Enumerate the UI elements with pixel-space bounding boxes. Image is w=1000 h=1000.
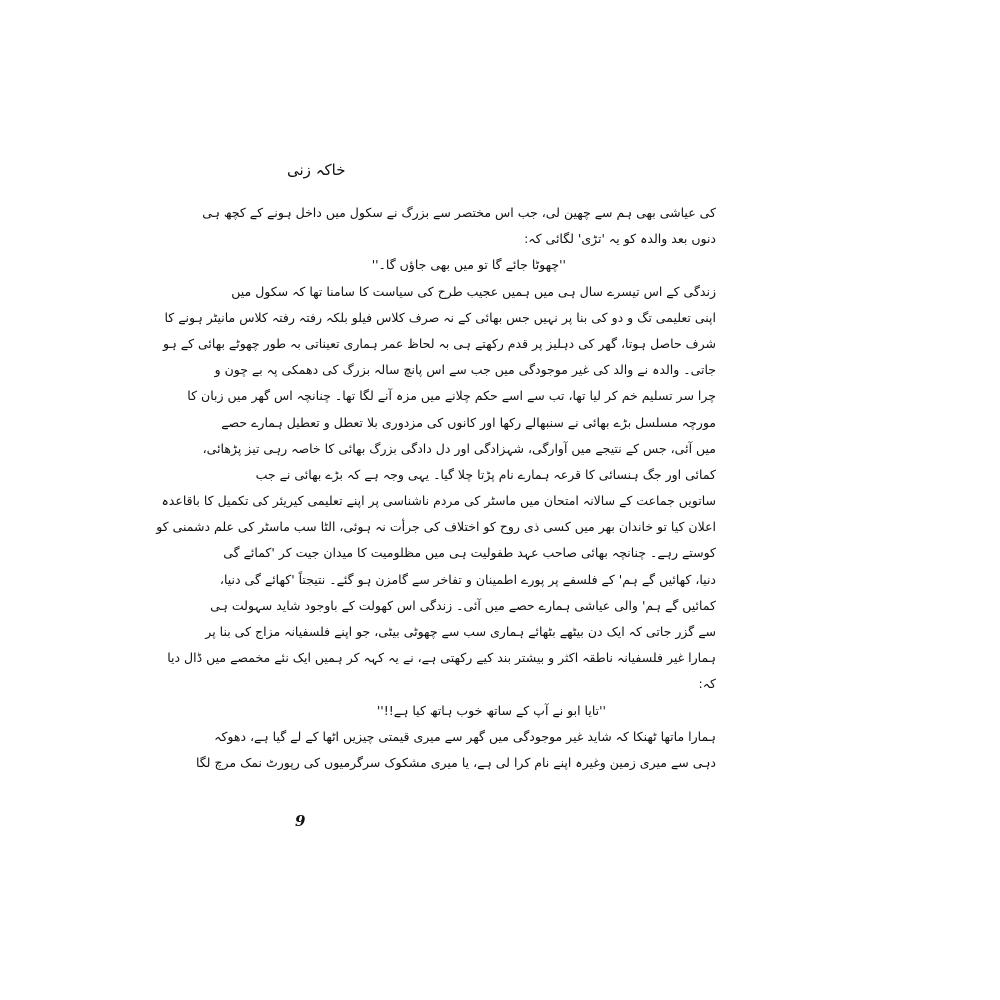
page-number: 9 bbox=[295, 812, 306, 830]
running-head: خاکہ زنی bbox=[287, 161, 346, 179]
text-line-12: ساتویں جماعت کے سالانہ امتحان میں ماسٹر کی مردم ناشناسی پر اپنے تعلیمی کیریئر کی تکمیل کا باقاعدہ bbox=[161, 493, 716, 509]
text-line-14: کوستے رہے۔ چنانچہ بھائی صاحب عہد طفولیت ہی میں مظلومیت کا میدان جیت کر 'کمائے گی bbox=[223, 545, 716, 561]
text-line-10: میں آئی، جس کے نتیجے میں آوارگی، شہزادگی اور دل دادگی بزرگ بھائی کا خاصہ رہی تیز پڑھائی، bbox=[202, 440, 716, 456]
text-line-2: دنوں بعد والدہ کو یہ 'تڑی' لگائی کہ: bbox=[524, 231, 716, 247]
text-line-6: شرف حاصل ہوتا، گھر کی دہلیز پر قدم رکھتے ہی بہ لحاظ عمر ہماری تعیناتی بہ طور چھوٹے بھائی کے ہو bbox=[162, 335, 716, 351]
text-line-21: ہمارا ماتھا ٹھنکا کہ شاید غیر موجودگی میں گھر سے میری قیمتی چیزیں اٹھا کے لے گیا ہے، دھوکہ bbox=[214, 728, 716, 744]
body-text bbox=[156, 200, 716, 776]
quote-line-1: ''چھوٹا جائے گا تو میں بھی جاؤں گا۔'' bbox=[371, 257, 566, 273]
text-line-13: اعلان کیا تو خاندان بھر میں کسی ذی روح کو اختلاف کی جرأت نہ ہوئی، الٹا سب ماسٹر کی علم دشمنی کو bbox=[156, 519, 716, 535]
text-line-7: جاتی۔ والدہ نے والد کی غیر موجودگی میں جب سے اس پانچ سالہ بزرگ کی دھمکی پہ بے چون و bbox=[214, 362, 716, 378]
text-line-22: دہی سے میری زمین وغیرہ اپنے نام کرا لی ہے، یا میری مشکوک سرگرمیوں کی رپورٹ نمک مرچ لگا bbox=[195, 754, 716, 770]
text-line-16: کمائیں گے ہم' والی عیاشی ہمارے حصے میں آئی۔ زندگی اس کھولت کے باوجود شاید سہولت ہی bbox=[210, 597, 716, 613]
text-line-1: کی عیاشی بھی ہم سے چھین لی، جب اس مختصر سے بزرگ نے سکول میں داخل ہونے کے کچھ ہی bbox=[202, 205, 716, 220]
text-line-18: ہمارا غیر فلسفیانہ ناطقہ اکثر و بیشتر بند کیے رکھتی ہے، نے یہ کہہ کر ہمیں ایک نئے مخمصے میں ڈال دیا bbox=[167, 650, 716, 666]
quote-line-2: ''تایا ابو نے آپ کے ساتھ خوب ہاتھ کیا ہے!!'' bbox=[376, 702, 606, 718]
text-line-5: اپنی تعلیمی تگ و دو کی بنا پر نہیں جس بھائی کے نہ صرف کلاس فیلو بلکہ رفتہ رفتہ کلاس مانیٹر ہونے کا bbox=[164, 309, 716, 325]
text-line-11: کمائی اور جگ ہنسائی کا قرعہ ہمارے نام پڑتا چلا گیا۔ یہی وجہ ہے کہ بڑے بھائی نے جب bbox=[255, 466, 716, 482]
text-line-9: مورچہ مسلسل بڑے بھائی نے سنبھالے رکھا اور کانوں کی مزدوری بلا تعطل و تعطیل ہمارے حصے bbox=[221, 414, 716, 430]
text-line-17: سے گزر جاتی کہ ایک دن بیٹھے بٹھائے ہماری سب سے چھوٹی بیٹی، جو اپنے فلسفیانہ مزاج کی بنا پر bbox=[205, 624, 716, 639]
text-line-4: زندگی کے اس تیسرے سال ہی میں ہمیں عجیب طرح کی سیاست کا سامنا تھا کہ سکول میں bbox=[231, 283, 716, 299]
text-line-19: کہ: bbox=[698, 676, 716, 692]
text-line-15: دنیا، کھائیں گے ہم' کے فلسفے پر پورے اطمینان و تفاخر سے گامزن ہو گئے۔ نتیجتاً 'کھائے گی دنیا، bbox=[219, 571, 716, 587]
text-line-8: چرا سر تسلیم خم کر لیا تھا، تب سے اسے حکم چلانے میں مزہ آنے لگا تھا۔ چنانچہ اس گھر میں زبان کا bbox=[187, 388, 716, 404]
